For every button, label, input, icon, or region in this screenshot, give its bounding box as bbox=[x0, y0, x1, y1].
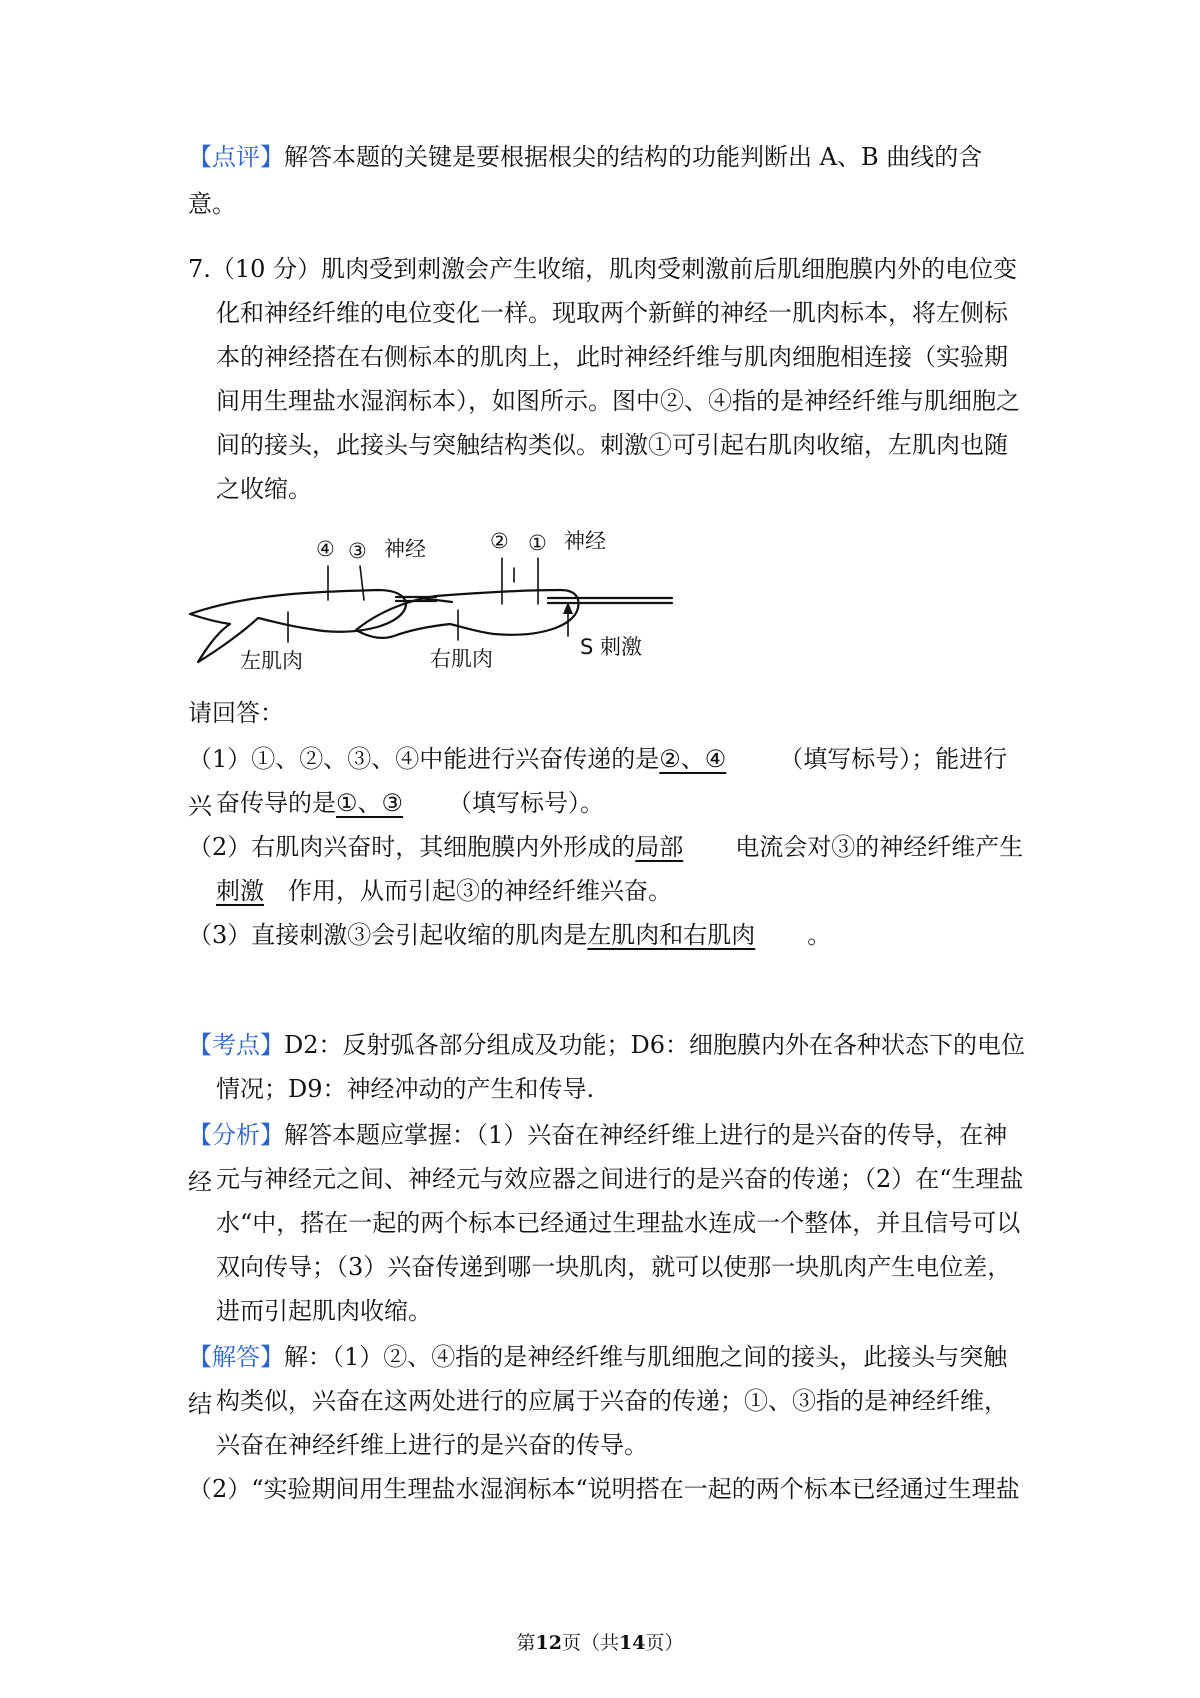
pointer-3 bbox=[360, 566, 364, 600]
q2-line-1: （2）右肌肉兴奋时，其细胞膜内外形成的局部 电流会对③的神经纤维产生 bbox=[188, 824, 1028, 871]
kaodian-line-2: 情况；D9：神经冲动的产生和传导. bbox=[216, 1075, 595, 1103]
comment-paragraph bbox=[188, 134, 1028, 228]
jieda-tag: 【解答】 bbox=[188, 1343, 284, 1371]
question-stem-line-4: 间用生理盐水湿润标本），如图所示。图中②、④指的是神经纤维与肌细胞之 bbox=[216, 387, 1020, 415]
q2-answer-1: 局部 bbox=[635, 833, 684, 861]
comment-text: 解答本题的关键是要根据根尖的结构的功能判断出 A、B 曲线的含意。 bbox=[188, 143, 983, 218]
q1-answer-1: ②、④ bbox=[659, 745, 727, 773]
label-circle-2: ② bbox=[490, 529, 509, 553]
question-stem-line-3: 本的神经搭在右侧标本的肌肉上，此时神经纤维与肌肉细胞相连接（实验期 bbox=[216, 343, 1008, 371]
nerve-muscle-figure bbox=[188, 529, 678, 684]
q2-answer-2: 刺激 bbox=[216, 877, 264, 905]
q2-line-2: 刺激 作用，从而引起③的神经纤维兴奋。 bbox=[188, 868, 1056, 915]
jieda-line-3: 兴奋在神经纤维上进行的是兴奋的传导。 bbox=[216, 1431, 648, 1459]
label-right-muscle: 右肌肉 bbox=[430, 647, 493, 671]
label-left-muscle: 左肌肉 bbox=[240, 649, 303, 673]
kaodian-tag: 【考点】 bbox=[188, 1031, 284, 1059]
label-stimulus: S 刺激 bbox=[580, 635, 643, 659]
q1-line-2: 奋传导的是①、③ （填写标号）。 bbox=[188, 780, 1056, 827]
answer-prompt: 请回答： bbox=[188, 699, 284, 727]
fenxi-line-5: 进而引起肌肉收缩。 bbox=[216, 1297, 432, 1325]
question-stem-line-2: 化和神经纤维的电位变化一样。现取两个新鲜的神经一肌肉标本，将左侧标 bbox=[216, 299, 1008, 327]
q1-line-1: （1）①、②、③、④中能进行兴奋传递的是②、④ （填写标号）；能进行兴 bbox=[188, 736, 1028, 830]
q3-line: （3）直接刺激③会引起收缩的肌肉是左肌肉和右肌肉 。 bbox=[188, 912, 1028, 959]
label-nerve-right: 神经 bbox=[564, 529, 606, 553]
right-muscle-outline bbox=[356, 590, 578, 638]
footer-page-number: 12 bbox=[535, 1632, 562, 1654]
fenxi-line-1: 【分析】解答本题应掌握：（1）兴奋在神经纤维上进行的是兴奋的传导，在神经 bbox=[188, 1121, 1008, 1196]
fenxi-line-2: 元与神经元之间、神经元与效应器之间进行的是兴奋的传递；（2）在“生理盐 bbox=[216, 1165, 1024, 1193]
footer-total-pages: 14 bbox=[619, 1632, 646, 1654]
jieda-line-2: 构类似，兴奋在这两处进行的应属于兴奋的传递；①、③指的是神经纤维， bbox=[216, 1387, 1008, 1415]
label-circle-1: ① bbox=[528, 531, 547, 555]
comment-tag: 【点评】 bbox=[188, 143, 284, 171]
q1-answer-2: ①、③ bbox=[336, 789, 404, 817]
fenxi-tag: 【分析】 bbox=[188, 1121, 284, 1149]
page-footer: 第12页（共14页） bbox=[516, 1632, 684, 1654]
label-circle-4: ④ bbox=[316, 537, 335, 561]
fenxi-line-4: 双向传导；（3）兴奋传递到哪一块肌肉，就可以使那一块肌肉产生电位差， bbox=[216, 1253, 1012, 1281]
question-number: 7.（10 分） bbox=[188, 255, 322, 283]
label-nerve-left: 神经 bbox=[384, 537, 426, 561]
question-stem-line-1: 7.（10 分）肌肉受到刺激会产生收缩，肌肉受刺激前后肌细胞膜内外的电位变 bbox=[188, 255, 1018, 283]
label-circle-3: ③ bbox=[348, 539, 367, 563]
jieda-line-4: （2）“实验期间用生理盐水湿润标本“说明搭在一起的两个标本已经通过生理盐 bbox=[188, 1475, 1020, 1503]
kaodian-line-1: 【考点】D2：反射弧各部分组成及功能；D6：细胞膜内外在各种状态下的电位 bbox=[188, 1031, 1026, 1059]
question-stem-line-6: 之收缩。 bbox=[216, 475, 312, 503]
question-stem-line-5: 间的接头，此接头与突触结构类似。刺激①可引起右肌肉收缩，左肌肉也随 bbox=[216, 431, 1008, 459]
q3-answer: 左肌肉和右肌肉 bbox=[587, 921, 756, 949]
jieda-line-1: 【解答】解：（1）②、④指的是神经纤维与肌细胞之间的接头，此接头与突触结 bbox=[188, 1343, 1008, 1418]
fenxi-line-3: 水“中，搭在一起的两个标本已经通过生理盐水连成一个整体，并且信号可以 bbox=[216, 1209, 1021, 1237]
